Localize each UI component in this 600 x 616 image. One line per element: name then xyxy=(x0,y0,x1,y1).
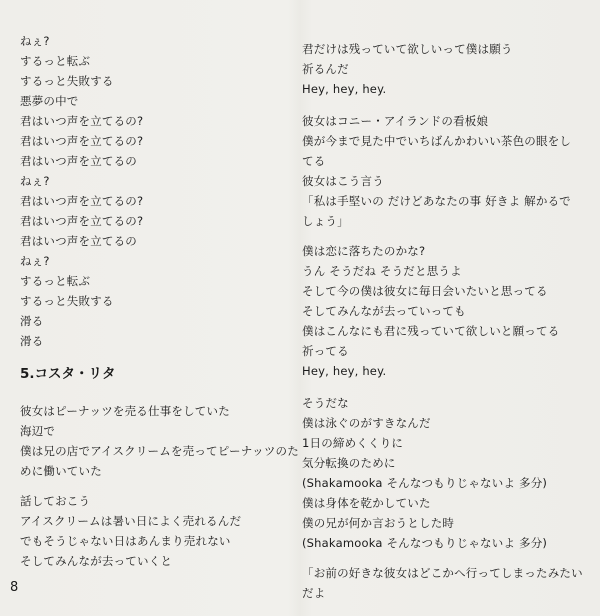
lyric-line: そしてみんなが去っていっても xyxy=(302,304,466,318)
lyric-line: うん そうだね そうだと思うよ xyxy=(302,264,462,278)
lyric-line: そしてみんなが去っていくと xyxy=(20,554,173,568)
lyric-line: (Shakamooka そんなつもりじゃないよ 多分) xyxy=(302,476,548,490)
lyric-line: 君はいつ声を立てるの? xyxy=(20,194,144,208)
lyric-line: Hey, hey, hey. xyxy=(302,364,387,378)
lyric-line: 祈ってる xyxy=(302,344,349,358)
lyric-line: 気分転換のために xyxy=(302,456,396,470)
lyric-line: しょう」 xyxy=(302,214,349,228)
lyric-line: 僕は泳ぐのがすきなんだ xyxy=(302,416,431,430)
lyric-line: 僕の兄が何か言おうとした時 xyxy=(302,516,455,530)
lyric-line: 彼女はピーナッツを売る仕事をしていた xyxy=(20,404,230,418)
lyric-line: そうだな xyxy=(302,396,349,410)
lyric-line: 彼女はこう言う xyxy=(302,174,384,188)
lyric-line: するっと失敗する xyxy=(20,74,114,88)
lyric-line: 僕は身体を乾かしていた xyxy=(302,496,431,510)
lyric-line: 君はいつ声を立てるの xyxy=(20,154,137,168)
lyric-line: (Shakamooka そんなつもりじゃないよ 多分) xyxy=(302,536,548,550)
lyric-line: ねぇ? xyxy=(20,174,50,188)
lyric-line: 話しておこう xyxy=(20,494,91,508)
lyric-line: 君はいつ声を立てるの? xyxy=(20,114,144,128)
lyric-line: 滑る xyxy=(20,314,44,328)
lyric-line: アイスクリームは暑い日によく売れるんだ xyxy=(20,514,242,528)
lyric-line: 君はいつ声を立てるの xyxy=(20,234,137,248)
lyric-line: 僕は恋に落ちたのかな? xyxy=(302,244,426,258)
lyric-line: 彼女はコニー・アイランドの看板娘 xyxy=(302,114,489,128)
lyric-line: 「お前の好きな彼女はどこかへ行ってしまったみたい xyxy=(302,566,583,580)
lyric-line: 僕はこんなにも君に残っていて欲しいと願ってる xyxy=(302,324,560,338)
lyric-line: 1日の締めくくりに xyxy=(302,436,404,450)
lyric-line: てる xyxy=(302,154,326,168)
lyric-line: するっと転ぶ xyxy=(20,274,91,288)
lyric-line: そして今の僕は彼女に毎日会いたいと思ってる xyxy=(302,284,548,298)
lyric-line: 君はいつ声を立てるの? xyxy=(20,214,144,228)
lyric-line: だよ xyxy=(302,586,326,600)
lyric-line: 悪夢の中で xyxy=(20,94,79,108)
lyric-line: 滑る xyxy=(20,334,44,348)
lyric-line: 君だけは残っていて欲しいって僕は願う xyxy=(302,42,513,56)
lyric-line: Hey, hey, hey. xyxy=(302,82,387,96)
lyric-line: 海辺で xyxy=(20,424,56,438)
lyric-line: するっと転ぶ xyxy=(20,54,91,68)
lyric-line: でもそうじゃない日はあんまり売れない xyxy=(20,534,231,548)
lyric-line: めに働いていた xyxy=(20,464,102,478)
lyric-line: するっと失敗する xyxy=(20,294,114,308)
song-title: 5.コスタ・リタ xyxy=(20,366,116,382)
lyric-line: 「私は手堅いの だけどあなたの事 好きよ 解かるで xyxy=(302,194,571,208)
lyric-line: 僕は兄の店でアイスクリームを売ってピーナッツのた xyxy=(20,444,299,458)
page-number: 8 xyxy=(10,580,19,595)
lyric-line: 祈るんだ xyxy=(302,62,349,76)
lyric-line: 僕が今まで見た中でいちばんかわいい茶色の眼をし xyxy=(302,134,572,148)
lyric-line: ねぇ? xyxy=(20,254,50,268)
lyric-line: ねぇ? xyxy=(20,34,50,48)
lyric-line: 君はいつ声を立てるの? xyxy=(20,134,144,148)
